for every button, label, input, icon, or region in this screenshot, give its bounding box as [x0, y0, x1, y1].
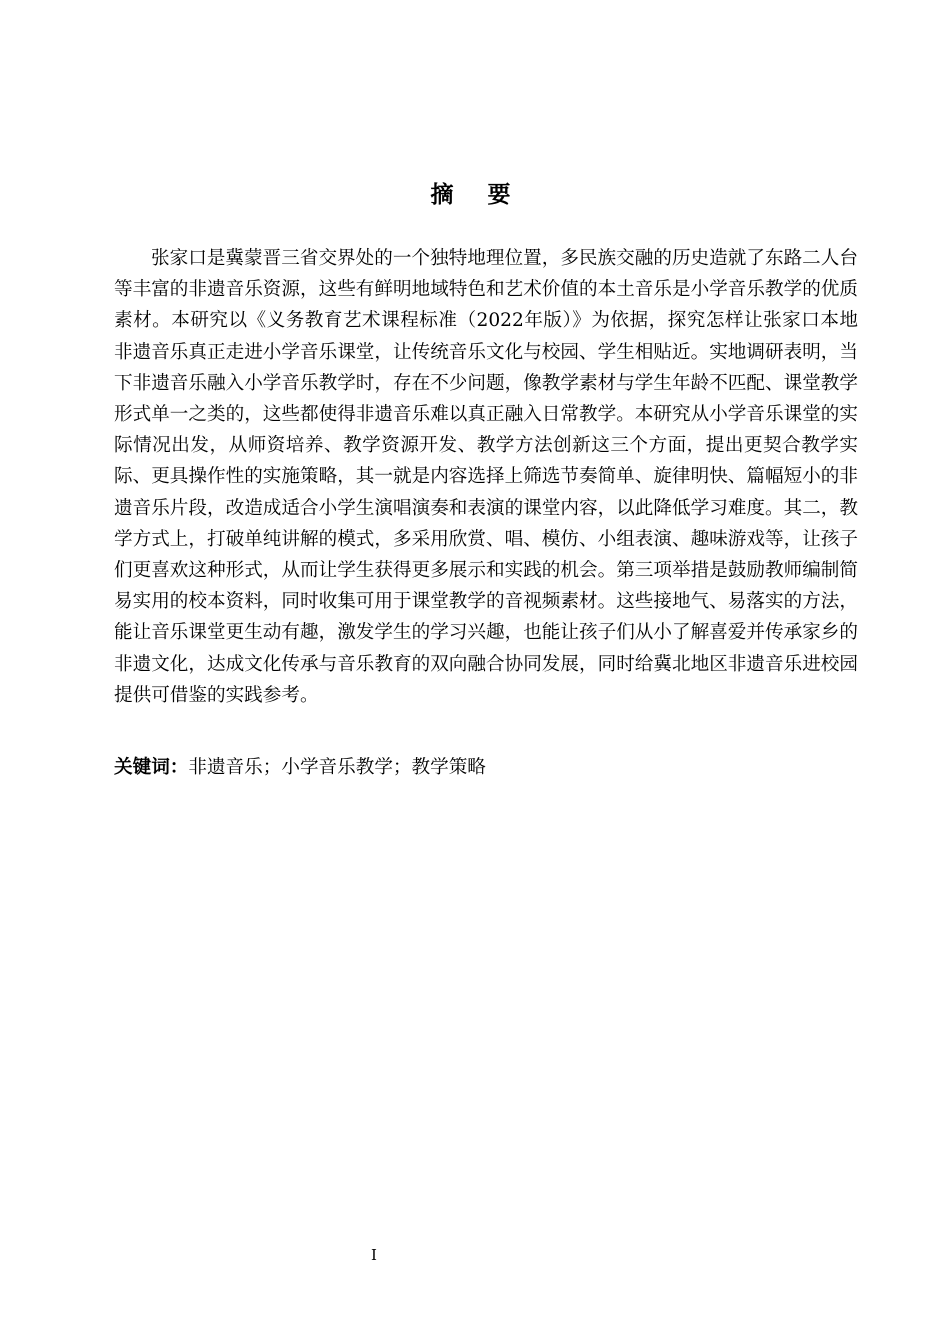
keywords-label: 关键词： [114, 757, 189, 778]
abstract-body: 张家口是冀蒙晋三省交界处的一个独特地理位置，多民族交融的历史造就了东路二人台等丰富的非遗音乐资源，这些有鲜明地域特色和艺术价值的本土音乐是小学音乐教学的优质素材。本研究以《义务教育艺术课程标准（2022年版）》为依据，探究怎样让张家口本地非遗音乐真正走进小学音乐课堂，让传统音乐文化与校园、学生相贴近。实地调研表明，当下非遗音乐融入小学音乐教学时，存在不少问题，像教学素材与学生年龄不匹配、课堂教学形式单一之类的，这些都使得非遗音乐难以真正融入日常教学。本研究从小学音乐课堂的实际情况出发，从师资培养、教学资源开发、教学方法创新这三个方面，提出更契合教学实际、更具操作性的实施策略，其一就是内容选择上筛选节奏简单、旋律明快、篇幅短小的非遗音乐片段，改造成适合小学生演唱演奏和表演的课堂内容，以此降低学习难度。其二，教学方式上，打破单纯讲解的模式，多采用欣赏、唱、模仿、小组表演、趣味游戏等，让孩子们更喜欢这种形式，从而让学生获得更多展示和实践的机会。第三项举措是鼓励教师编制简易实用的校本资料，同时收集可用于课堂教学的音视频素材。这些接地气、易落实的方法，能让音乐课堂更生动有趣，激发学生的学习兴趣，也能让孩子们从小了解喜爱并传承家乡的非遗文化，达成文化传承与音乐教育的双向融合协同发展，同时给冀北地区非遗音乐进校园提供可借鉴的实践参考。 [114, 248, 858, 706]
page-number: I [371, 1246, 377, 1264]
keywords-line [114, 752, 858, 783]
abstract-title: 摘要 [430, 182, 545, 208]
keywords-values: 非遗音乐；小学音乐教学；教学策略 [188, 757, 486, 778]
